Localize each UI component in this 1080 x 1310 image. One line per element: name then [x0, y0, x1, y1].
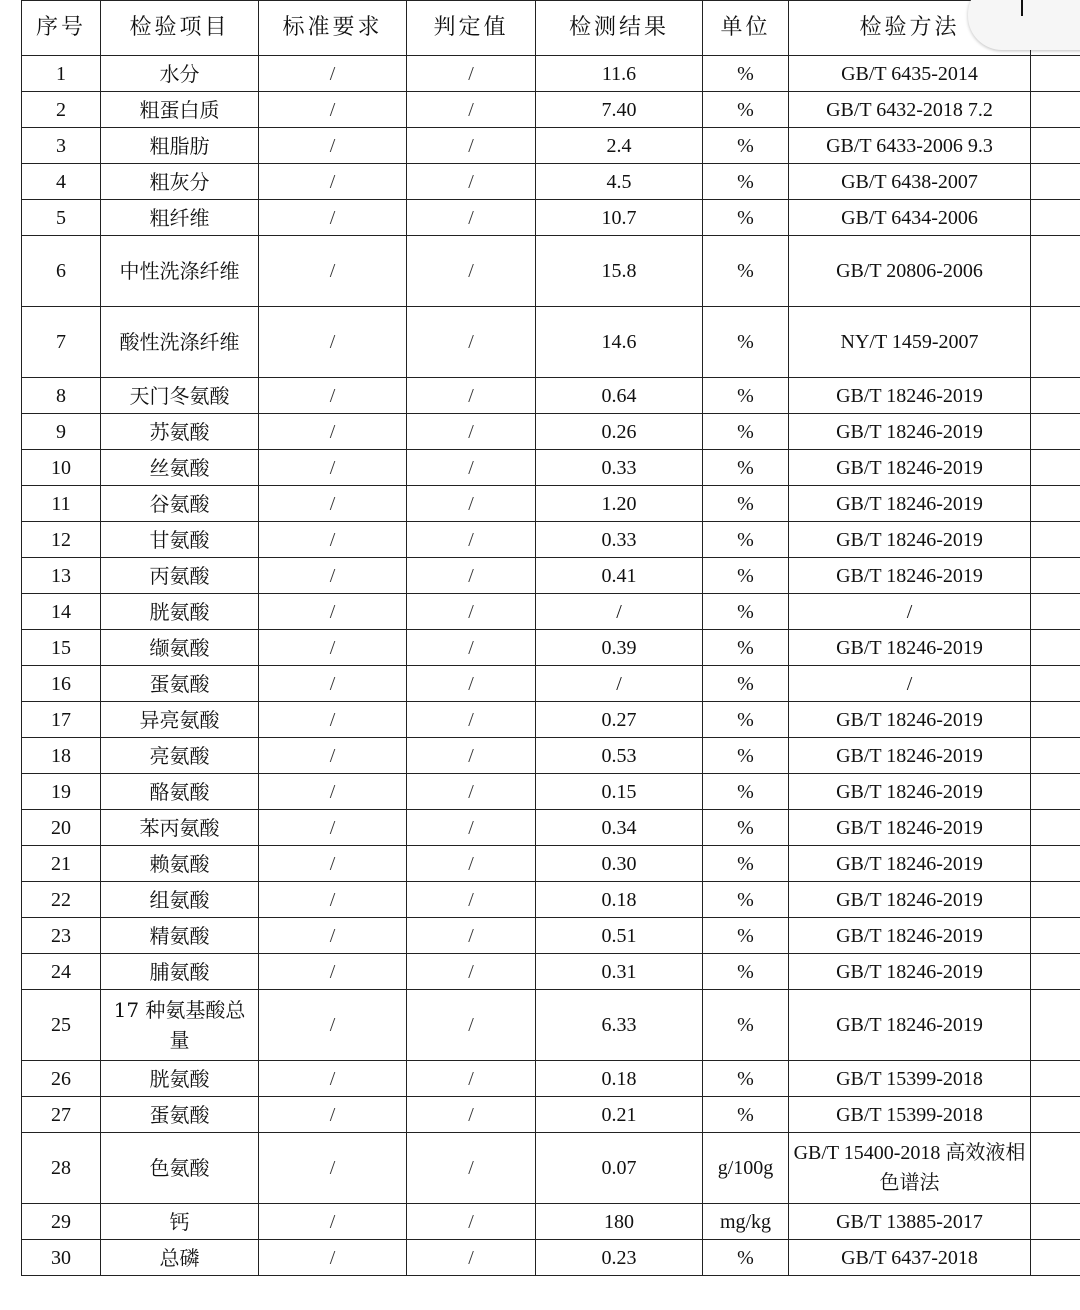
row-extra — [1031, 1240, 1080, 1276]
row-unit: % — [703, 630, 789, 666]
row-method: GB/T 18246-2019 — [789, 774, 1031, 810]
row-result: 0.07 — [536, 1133, 703, 1204]
row-result: 0.21 — [536, 1097, 703, 1133]
row-index: 22 — [22, 882, 101, 918]
row-extra — [1031, 450, 1080, 486]
table-row — [22, 846, 1080, 882]
row-judgement: / — [407, 450, 536, 486]
row-result: 1.20 — [536, 486, 703, 522]
row-item: 胱氨酸 — [101, 594, 259, 630]
table-row — [22, 236, 1080, 307]
table-row — [22, 774, 1080, 810]
row-result: / — [536, 594, 703, 630]
row-item: 缬氨酸 — [101, 630, 259, 666]
table-row — [22, 882, 1080, 918]
row-method: GB/T 6437-2018 — [789, 1240, 1031, 1276]
table-row — [22, 918, 1080, 954]
row-extra — [1031, 307, 1080, 378]
row-extra — [1031, 56, 1080, 92]
row-unit: % — [703, 774, 789, 810]
row-extra — [1031, 666, 1080, 702]
row-unit: % — [703, 738, 789, 774]
row-standard: / — [259, 92, 407, 128]
row-standard: / — [259, 56, 407, 92]
row-result: 0.15 — [536, 774, 703, 810]
row-index: 4 — [22, 164, 101, 200]
table-row — [22, 1097, 1080, 1133]
table-row — [22, 1133, 1080, 1204]
row-extra — [1031, 236, 1080, 307]
table-body — [22, 56, 1080, 1276]
row-method: GB/T 18246-2019 — [789, 558, 1031, 594]
row-extra — [1031, 200, 1080, 236]
row-extra — [1031, 92, 1080, 128]
row-unit: mg/kg — [703, 1204, 789, 1240]
row-standard: / — [259, 558, 407, 594]
header-index: 序号 — [22, 1, 101, 56]
row-unit: % — [703, 918, 789, 954]
row-result: 0.33 — [536, 522, 703, 558]
row-item: 赖氨酸 — [101, 846, 259, 882]
row-result: 0.41 — [536, 558, 703, 594]
row-result: 0.23 — [536, 1240, 703, 1276]
row-standard: / — [259, 1061, 407, 1097]
row-method: GB/T 18246-2019 — [789, 522, 1031, 558]
row-judgement: / — [407, 630, 536, 666]
row-judgement: / — [407, 128, 536, 164]
row-result: 0.34 — [536, 810, 703, 846]
row-index: 20 — [22, 810, 101, 846]
row-judgement: / — [407, 666, 536, 702]
row-result: 0.30 — [536, 846, 703, 882]
table-row — [22, 450, 1080, 486]
row-judgement: / — [407, 594, 536, 630]
row-unit: % — [703, 594, 789, 630]
row-method: GB/T 18246-2019 — [789, 954, 1031, 990]
row-standard: / — [259, 702, 407, 738]
row-index: 28 — [22, 1133, 101, 1204]
row-unit: % — [703, 666, 789, 702]
table-row — [22, 990, 1080, 1061]
row-item: 异亮氨酸 — [101, 702, 259, 738]
table-row — [22, 164, 1080, 200]
row-item: 蛋氨酸 — [101, 1097, 259, 1133]
row-result: 0.64 — [536, 378, 703, 414]
row-unit: % — [703, 558, 789, 594]
row-judgement: / — [407, 414, 536, 450]
row-method: GB/T 6434-2006 — [789, 200, 1031, 236]
row-item: 粗灰分 — [101, 164, 259, 200]
row-index: 27 — [22, 1097, 101, 1133]
row-unit: % — [703, 1061, 789, 1097]
row-index: 25 — [22, 990, 101, 1061]
row-result: / — [536, 666, 703, 702]
row-method: GB/T 18246-2019 — [789, 450, 1031, 486]
floating-toolbar-pill[interactable] — [968, 0, 1080, 50]
table-row — [22, 702, 1080, 738]
table-row — [22, 92, 1080, 128]
table-row — [22, 1061, 1080, 1097]
row-standard: / — [259, 846, 407, 882]
row-standard: / — [259, 450, 407, 486]
table-header-row — [22, 1, 1080, 56]
row-extra — [1031, 378, 1080, 414]
row-index: 7 — [22, 307, 101, 378]
row-result: 10.7 — [536, 200, 703, 236]
row-index: 17 — [22, 702, 101, 738]
row-result: 0.53 — [536, 738, 703, 774]
row-item: 精氨酸 — [101, 918, 259, 954]
row-extra — [1031, 918, 1080, 954]
row-unit: % — [703, 307, 789, 378]
row-item: 蛋氨酸 — [101, 666, 259, 702]
row-item: 色氨酸 — [101, 1133, 259, 1204]
row-index: 15 — [22, 630, 101, 666]
row-result: 0.51 — [536, 918, 703, 954]
row-judgement: / — [407, 200, 536, 236]
row-index: 12 — [22, 522, 101, 558]
row-item: 中性洗涤纤维 — [101, 236, 259, 307]
row-unit: % — [703, 810, 789, 846]
table-row — [22, 56, 1080, 92]
row-extra — [1031, 1133, 1080, 1204]
row-method: GB/T 18246-2019 — [789, 630, 1031, 666]
row-result: 7.40 — [536, 92, 703, 128]
table-row — [22, 1240, 1080, 1276]
row-item: 酪氨酸 — [101, 774, 259, 810]
header-standard: 标准要求 — [259, 1, 407, 56]
row-method: GB/T 18246-2019 — [789, 882, 1031, 918]
header-item: 检验项目 — [101, 1, 259, 56]
row-result: 0.31 — [536, 954, 703, 990]
row-unit: % — [703, 1240, 789, 1276]
row-index: 9 — [22, 414, 101, 450]
row-standard: / — [259, 990, 407, 1061]
table-row — [22, 738, 1080, 774]
row-extra — [1031, 1061, 1080, 1097]
row-judgement: / — [407, 774, 536, 810]
row-unit: % — [703, 164, 789, 200]
row-result: 0.18 — [536, 1061, 703, 1097]
row-result: 0.27 — [536, 702, 703, 738]
row-method: GB/T 15400-2018 高效液相色谱法 — [789, 1133, 1031, 1204]
row-index: 2 — [22, 92, 101, 128]
table-row — [22, 522, 1080, 558]
row-extra — [1031, 630, 1080, 666]
row-extra — [1031, 954, 1080, 990]
row-standard: / — [259, 414, 407, 450]
row-standard: / — [259, 666, 407, 702]
row-unit: % — [703, 236, 789, 307]
row-judgement: / — [407, 846, 536, 882]
table-row — [22, 954, 1080, 990]
inspection-table — [21, 0, 1080, 1276]
row-unit: % — [703, 522, 789, 558]
row-item: 组氨酸 — [101, 882, 259, 918]
row-index: 16 — [22, 666, 101, 702]
row-index: 23 — [22, 918, 101, 954]
row-unit: % — [703, 702, 789, 738]
row-method: GB/T 18246-2019 — [789, 378, 1031, 414]
row-item: 17 种氨基酸总量 — [101, 990, 259, 1061]
row-extra — [1031, 810, 1080, 846]
row-standard: / — [259, 522, 407, 558]
row-method: GB/T 18246-2019 — [789, 414, 1031, 450]
row-result: 11.6 — [536, 56, 703, 92]
header-judgement: 判定值 — [407, 1, 536, 56]
row-item: 苯丙氨酸 — [101, 810, 259, 846]
row-method: GB/T 13885-2017 — [789, 1204, 1031, 1240]
row-standard: / — [259, 738, 407, 774]
row-item: 甘氨酸 — [101, 522, 259, 558]
row-extra — [1031, 990, 1080, 1061]
row-unit: % — [703, 882, 789, 918]
row-unit: g/100g — [703, 1133, 789, 1204]
row-method: GB/T 20806-2006 — [789, 236, 1031, 307]
table-row — [22, 414, 1080, 450]
row-judgement: / — [407, 522, 536, 558]
row-item: 胱氨酸 — [101, 1061, 259, 1097]
row-index: 11 — [22, 486, 101, 522]
row-item: 水分 — [101, 56, 259, 92]
row-standard: / — [259, 1097, 407, 1133]
row-index: 29 — [22, 1204, 101, 1240]
row-index: 1 — [22, 56, 101, 92]
row-unit: % — [703, 990, 789, 1061]
row-unit: % — [703, 56, 789, 92]
row-extra — [1031, 414, 1080, 450]
row-judgement: / — [407, 56, 536, 92]
row-item: 苏氨酸 — [101, 414, 259, 450]
row-extra — [1031, 558, 1080, 594]
row-unit: % — [703, 1097, 789, 1133]
row-extra — [1031, 594, 1080, 630]
row-unit: % — [703, 378, 789, 414]
row-extra — [1031, 1204, 1080, 1240]
row-extra — [1031, 486, 1080, 522]
row-extra — [1031, 1097, 1080, 1133]
row-index: 8 — [22, 378, 101, 414]
row-judgement: / — [407, 307, 536, 378]
row-method: GB/T 18246-2019 — [789, 990, 1031, 1061]
row-standard: / — [259, 594, 407, 630]
row-standard: / — [259, 954, 407, 990]
table-row — [22, 666, 1080, 702]
row-item: 粗脂肪 — [101, 128, 259, 164]
row-standard: / — [259, 810, 407, 846]
row-judgement: / — [407, 702, 536, 738]
row-standard: / — [259, 1133, 407, 1204]
row-result: 4.5 — [536, 164, 703, 200]
row-result: 180 — [536, 1204, 703, 1240]
table-row — [22, 810, 1080, 846]
row-index: 19 — [22, 774, 101, 810]
row-result: 14.6 — [536, 307, 703, 378]
table-row — [22, 128, 1080, 164]
row-standard: / — [259, 1204, 407, 1240]
row-method: / — [789, 666, 1031, 702]
row-standard: / — [259, 236, 407, 307]
row-unit: % — [703, 92, 789, 128]
table-row — [22, 200, 1080, 236]
row-judgement: / — [407, 990, 536, 1061]
row-result: 6.33 — [536, 990, 703, 1061]
row-method: NY/T 1459-2007 — [789, 307, 1031, 378]
row-extra — [1031, 522, 1080, 558]
row-method: / — [789, 594, 1031, 630]
row-standard: / — [259, 918, 407, 954]
row-index: 18 — [22, 738, 101, 774]
row-judgement: / — [407, 738, 536, 774]
row-standard: / — [259, 307, 407, 378]
row-item: 天门冬氨酸 — [101, 378, 259, 414]
row-index: 14 — [22, 594, 101, 630]
row-standard: / — [259, 164, 407, 200]
row-item: 总磷 — [101, 1240, 259, 1276]
row-method: GB/T 6432-2018 7.2 — [789, 92, 1031, 128]
row-index: 5 — [22, 200, 101, 236]
row-method: GB/T 15399-2018 — [789, 1097, 1031, 1133]
row-item: 钙 — [101, 1204, 259, 1240]
row-item: 谷氨酸 — [101, 486, 259, 522]
row-judgement: / — [407, 164, 536, 200]
row-judgement: / — [407, 378, 536, 414]
row-item: 脯氨酸 — [101, 954, 259, 990]
row-judgement: / — [407, 236, 536, 307]
row-extra — [1031, 774, 1080, 810]
row-judgement: / — [407, 882, 536, 918]
row-index: 6 — [22, 236, 101, 307]
row-judgement: / — [407, 1204, 536, 1240]
row-unit: % — [703, 954, 789, 990]
row-judgement: / — [407, 1240, 536, 1276]
row-result: 0.26 — [536, 414, 703, 450]
row-judgement: / — [407, 918, 536, 954]
row-result: 0.33 — [536, 450, 703, 486]
row-method: GB/T 6438-2007 — [789, 164, 1031, 200]
row-index: 30 — [22, 1240, 101, 1276]
row-standard: / — [259, 200, 407, 236]
row-index: 10 — [22, 450, 101, 486]
row-standard: / — [259, 1240, 407, 1276]
row-unit: % — [703, 414, 789, 450]
row-extra — [1031, 128, 1080, 164]
row-method: GB/T 18246-2019 — [789, 702, 1031, 738]
row-extra — [1031, 164, 1080, 200]
row-method: GB/T 18246-2019 — [789, 810, 1031, 846]
row-standard: / — [259, 774, 407, 810]
row-method: GB/T 6433-2006 9.3 — [789, 128, 1031, 164]
table-row — [22, 486, 1080, 522]
row-item: 丝氨酸 — [101, 450, 259, 486]
row-method: GB/T 6435-2014 — [789, 56, 1031, 92]
row-index: 26 — [22, 1061, 101, 1097]
text-cursor-icon — [1021, 0, 1023, 16]
header-result: 检测结果 — [536, 1, 703, 56]
row-extra — [1031, 846, 1080, 882]
row-unit: % — [703, 486, 789, 522]
row-item: 粗蛋白质 — [101, 92, 259, 128]
table-row — [22, 378, 1080, 414]
row-item: 酸性洗涤纤维 — [101, 307, 259, 378]
row-extra — [1031, 702, 1080, 738]
row-standard: / — [259, 630, 407, 666]
row-index: 3 — [22, 128, 101, 164]
header-method: 检验方法 — [789, 1, 1031, 56]
row-judgement: / — [407, 1061, 536, 1097]
row-judgement: / — [407, 486, 536, 522]
row-method: GB/T 18246-2019 — [789, 486, 1031, 522]
row-item: 亮氨酸 — [101, 738, 259, 774]
row-method: GB/T 18246-2019 — [789, 918, 1031, 954]
header-unit: 单位 — [703, 1, 789, 56]
row-unit: % — [703, 846, 789, 882]
table-row — [22, 630, 1080, 666]
row-unit: % — [703, 200, 789, 236]
row-standard: / — [259, 486, 407, 522]
row-standard: / — [259, 882, 407, 918]
row-judgement: / — [407, 1133, 536, 1204]
row-result: 15.8 — [536, 236, 703, 307]
row-judgement: / — [407, 92, 536, 128]
row-judgement: / — [407, 558, 536, 594]
table-row — [22, 594, 1080, 630]
row-result: 0.18 — [536, 882, 703, 918]
table-row — [22, 558, 1080, 594]
row-item: 粗纤维 — [101, 200, 259, 236]
row-judgement: / — [407, 1097, 536, 1133]
row-standard: / — [259, 128, 407, 164]
row-method: GB/T 18246-2019 — [789, 738, 1031, 774]
row-method: GB/T 18246-2019 — [789, 846, 1031, 882]
row-unit: % — [703, 450, 789, 486]
row-extra — [1031, 882, 1080, 918]
row-judgement: / — [407, 810, 536, 846]
row-index: 21 — [22, 846, 101, 882]
row-index: 24 — [22, 954, 101, 990]
row-index: 13 — [22, 558, 101, 594]
row-item: 丙氨酸 — [101, 558, 259, 594]
row-result: 2.4 — [536, 128, 703, 164]
row-extra — [1031, 738, 1080, 774]
row-result: 0.39 — [536, 630, 703, 666]
row-unit: % — [703, 128, 789, 164]
row-standard: / — [259, 378, 407, 414]
row-method: GB/T 15399-2018 — [789, 1061, 1031, 1097]
row-judgement: / — [407, 954, 536, 990]
table-row — [22, 307, 1080, 378]
table-row — [22, 1204, 1080, 1240]
